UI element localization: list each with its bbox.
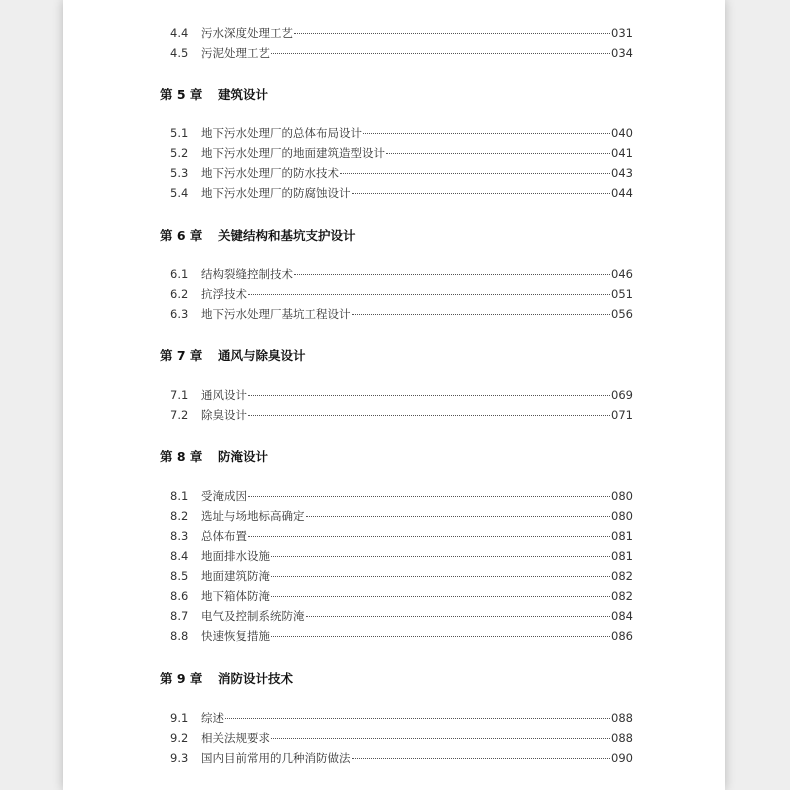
dot-leader xyxy=(248,394,610,396)
dot-leader xyxy=(294,273,610,275)
page-number: 056 xyxy=(611,307,633,321)
dot-leader xyxy=(363,132,610,134)
toc-entry-4-5[interactable] xyxy=(63,44,725,62)
section-number: 7.1 xyxy=(170,388,189,402)
page-number: 043 xyxy=(611,166,633,180)
toc-entry-4-4[interactable] xyxy=(63,24,725,42)
chapter-heading-7[interactable] xyxy=(160,346,660,366)
toc-entry-7-2[interactable] xyxy=(63,406,725,424)
toc-entry-8-8[interactable] xyxy=(63,627,725,645)
dot-leader xyxy=(340,172,610,174)
section-number: 8.3 xyxy=(170,529,189,543)
toc-entry-8-4[interactable] xyxy=(63,547,725,565)
page-number: 090 xyxy=(611,751,633,765)
page-number: 071 xyxy=(611,408,633,422)
page-number: 034 xyxy=(611,46,633,60)
page-number: 031 xyxy=(611,26,633,40)
chapter-heading-6[interactable] xyxy=(160,226,660,246)
section-title: 选址与场地标高确定 xyxy=(201,509,305,523)
toc-entry-6-1[interactable] xyxy=(63,265,725,283)
toc-entry-5-1[interactable] xyxy=(63,124,725,142)
chapter-heading-5[interactable] xyxy=(160,85,660,105)
toc-entry-9-1[interactable] xyxy=(63,709,725,727)
toc-entry-7-1[interactable] xyxy=(63,386,725,404)
dot-leader xyxy=(352,192,611,194)
section-title: 地下污水处理厂的地面建筑造型设计 xyxy=(201,146,385,160)
section-title: 除臭设计 xyxy=(201,408,247,422)
section-title: 地面建筑防淹 xyxy=(201,569,270,583)
section-number: 5.4 xyxy=(170,186,189,200)
section-number: 5.3 xyxy=(170,166,189,180)
section-title: 总体布置 xyxy=(201,529,247,543)
page-number: 088 xyxy=(611,731,633,745)
chapter-number: 第 8 章 xyxy=(160,449,203,464)
dot-leader xyxy=(225,717,610,719)
toc-entry-9-2[interactable] xyxy=(63,729,725,747)
dot-leader xyxy=(306,615,611,617)
page-number: 041 xyxy=(611,146,633,160)
toc-entry-8-2[interactable] xyxy=(63,507,725,525)
chapter-heading-9[interactable] xyxy=(160,669,660,689)
chapter-number: 第 7 章 xyxy=(160,348,203,363)
section-number: 4.4 xyxy=(170,26,189,40)
page-number: 088 xyxy=(611,711,633,725)
section-title: 地下箱体防淹 xyxy=(201,589,270,603)
page-number: 080 xyxy=(611,509,633,523)
page-number: 086 xyxy=(611,629,633,643)
page-number: 084 xyxy=(611,609,633,623)
section-number: 8.8 xyxy=(170,629,189,643)
section-number: 9.1 xyxy=(170,711,189,725)
page-number: 069 xyxy=(611,388,633,402)
toc-entry-5-2[interactable] xyxy=(63,144,725,162)
dot-leader xyxy=(294,32,610,34)
toc-entry-8-7[interactable] xyxy=(63,607,725,625)
chapter-title: 关键结构和基坑支护设计 xyxy=(218,228,356,243)
section-title: 通风设计 xyxy=(201,388,247,402)
section-title: 受淹成因 xyxy=(201,489,247,503)
chapter-heading-8[interactable] xyxy=(160,447,660,467)
dot-leader xyxy=(306,515,611,517)
dot-leader xyxy=(386,152,610,154)
section-title: 污泥处理工艺 xyxy=(201,46,270,60)
section-number: 6.3 xyxy=(170,307,189,321)
toc-entry-5-4[interactable] xyxy=(63,184,725,202)
section-number: 5.2 xyxy=(170,146,189,160)
section-title: 地下污水处理厂基坑工程设计 xyxy=(201,307,351,321)
toc-entry-8-5[interactable] xyxy=(63,567,725,585)
dot-leader xyxy=(248,535,610,537)
chapter-title: 建筑设计 xyxy=(218,87,269,102)
section-title: 国内目前常用的几种消防做法 xyxy=(201,751,351,765)
section-title: 电气及控制系统防淹 xyxy=(201,609,305,623)
page-number: 040 xyxy=(611,126,633,140)
page-number: 046 xyxy=(611,267,633,281)
section-number: 8.7 xyxy=(170,609,189,623)
page-number: 051 xyxy=(611,287,633,301)
section-number: 8.2 xyxy=(170,509,189,523)
toc-entry-8-6[interactable] xyxy=(63,587,725,605)
chapter-number: 第 6 章 xyxy=(160,228,203,243)
toc-entry-8-3[interactable] xyxy=(63,527,725,545)
document-page xyxy=(63,0,725,790)
dot-leader xyxy=(271,52,610,54)
section-title: 抗浮技术 xyxy=(201,287,247,301)
dot-leader xyxy=(271,737,610,739)
toc-entry-5-3[interactable] xyxy=(63,164,725,182)
dot-leader xyxy=(352,313,611,315)
section-title: 地下污水处理厂的防水技术 xyxy=(201,166,339,180)
toc-entry-9-3[interactable] xyxy=(63,749,725,767)
toc-entry-6-2[interactable] xyxy=(63,285,725,303)
chapter-number: 第 9 章 xyxy=(160,671,203,686)
section-number: 9.3 xyxy=(170,751,189,765)
toc-entry-6-3[interactable] xyxy=(63,305,725,323)
dot-leader xyxy=(271,635,610,637)
page-number: 080 xyxy=(611,489,633,503)
section-number: 6.2 xyxy=(170,287,189,301)
section-number: 6.1 xyxy=(170,267,189,281)
section-title: 地下污水处理厂的防腐蚀设计 xyxy=(201,186,351,200)
dot-leader xyxy=(248,293,610,295)
section-number: 8.6 xyxy=(170,589,189,603)
chapter-title: 通风与除臭设计 xyxy=(218,348,306,363)
section-title: 相关法规要求 xyxy=(201,731,270,745)
section-title: 地面排水设施 xyxy=(201,549,270,563)
section-title: 结构裂缝控制技术 xyxy=(201,267,293,281)
section-number: 8.4 xyxy=(170,549,189,563)
page-number: 082 xyxy=(611,569,633,583)
chapter-title: 防淹设计 xyxy=(218,449,269,464)
chapter-title: 消防设计技术 xyxy=(218,671,294,686)
page-number: 044 xyxy=(611,186,633,200)
chapter-number: 第 5 章 xyxy=(160,87,203,102)
section-title: 综述 xyxy=(201,711,224,725)
section-number: 9.2 xyxy=(170,731,189,745)
dot-leader xyxy=(352,757,611,759)
section-title: 污水深度处理工艺 xyxy=(201,26,293,40)
dot-leader xyxy=(271,575,610,577)
page-number: 082 xyxy=(611,589,633,603)
page-number: 081 xyxy=(611,529,633,543)
section-title: 快速恢复措施 xyxy=(201,629,270,643)
section-title: 地下污水处理厂的总体布局设计 xyxy=(201,126,362,140)
section-number: 4.5 xyxy=(170,46,189,60)
dot-leader xyxy=(271,555,610,557)
toc-entry-8-1[interactable] xyxy=(63,487,725,505)
section-number: 8.5 xyxy=(170,569,189,583)
section-number: 8.1 xyxy=(170,489,189,503)
section-number: 7.2 xyxy=(170,408,189,422)
section-number: 5.1 xyxy=(170,126,189,140)
dot-leader xyxy=(248,414,610,416)
page-number: 081 xyxy=(611,549,633,563)
dot-leader xyxy=(271,595,610,597)
dot-leader xyxy=(248,495,610,497)
